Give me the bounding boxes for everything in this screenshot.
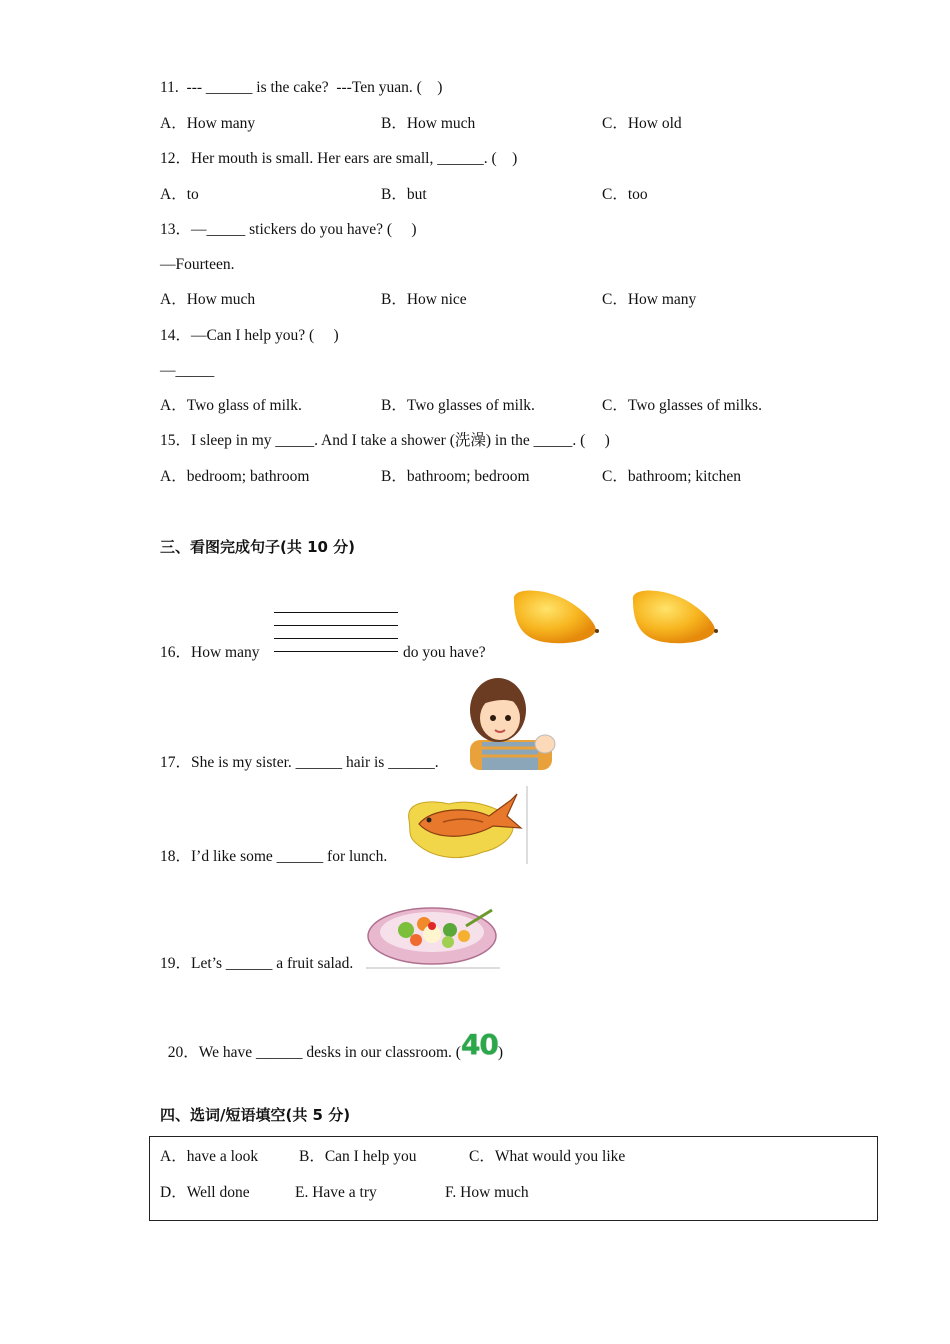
word-bank-option-d: D．Well done bbox=[160, 1184, 250, 1201]
q15-option-c: C．bathroom; kitchen bbox=[602, 468, 742, 485]
question-13-answer: —Fourteen. bbox=[160, 256, 235, 273]
question-14-answer: —_____ bbox=[160, 362, 215, 379]
q13-option-c: C．How many bbox=[602, 291, 697, 308]
fish-dish-image bbox=[403, 786, 529, 864]
fruit-salad-image bbox=[366, 900, 500, 970]
q14-option-b: B．Two glasses of milk. bbox=[381, 397, 535, 414]
question-18-text: 18．I’d like some ______ for lunch. bbox=[160, 848, 388, 865]
q15-option-b: B．bathroom; bedroom bbox=[381, 468, 530, 485]
question-19-text: 19．Let’s ______ a fruit salad. bbox=[160, 955, 354, 972]
mango-image bbox=[508, 588, 604, 648]
question-14-stem: 14．—Can I help you? ( ) bbox=[160, 327, 339, 344]
answer-blank-lines bbox=[274, 610, 398, 656]
q15-option-a: A．bedroom; bathroom bbox=[160, 468, 310, 485]
word-bank-option-c: C．What would you like bbox=[469, 1148, 626, 1165]
q13-option-b: B．How nice bbox=[381, 291, 467, 308]
girl-image bbox=[462, 676, 562, 770]
q11-option-c: C．How old bbox=[602, 115, 682, 132]
question-15-stem: 15．I sleep in my _____. And I take a shower (洗澡) in the _____. ( ) bbox=[160, 432, 610, 449]
word-bank-option-e: E. Have a try bbox=[295, 1184, 377, 1201]
number-forty-graphic: 40 bbox=[460, 1028, 498, 1061]
question-17-text: 17．She is my sister. ______ hair is ______. bbox=[160, 754, 439, 771]
question-13-stem: 13．—_____ stickers do you have? ( ) bbox=[160, 221, 417, 238]
mango-image bbox=[627, 588, 723, 648]
section-3-title: 三、看图完成句子(共 10 分) bbox=[160, 538, 356, 556]
word-bank-option-a: A．have a look bbox=[160, 1148, 259, 1165]
question-16-prefix: 16．How many bbox=[160, 644, 260, 661]
question-20-prefix: 20．We have ______ desks in our classroom. ( bbox=[167, 1044, 461, 1061]
section-4-title: 四、选词/短语填空(共 5 分) bbox=[160, 1106, 351, 1124]
q11-option-b: B．How much bbox=[381, 115, 476, 132]
question-20-text bbox=[160, 1015, 503, 1063]
question-16-suffix: do you have? bbox=[403, 644, 486, 661]
word-bank-option-b: B．Can I help you bbox=[299, 1148, 417, 1165]
question-11-stem: 11. --- ______ is the cake? ---Ten yuan. ( ) bbox=[160, 79, 443, 96]
question-20-suffix: ) bbox=[497, 1044, 504, 1061]
q12-option-b: B．but bbox=[381, 186, 427, 203]
q12-option-c: C．too bbox=[602, 186, 648, 203]
word-bank-option-f: F. How much bbox=[445, 1184, 529, 1201]
q14-option-c: C．Two glasses of milks. bbox=[602, 397, 762, 414]
q12-option-a: A．to bbox=[160, 186, 199, 203]
question-12-stem: 12．Her mouth is small. Her ears are small, ______. ( ) bbox=[160, 150, 518, 167]
q13-option-a: A．How much bbox=[160, 291, 256, 308]
q11-option-a: A．How many bbox=[160, 115, 256, 132]
q14-option-a: A．Two glass of milk. bbox=[160, 397, 302, 414]
